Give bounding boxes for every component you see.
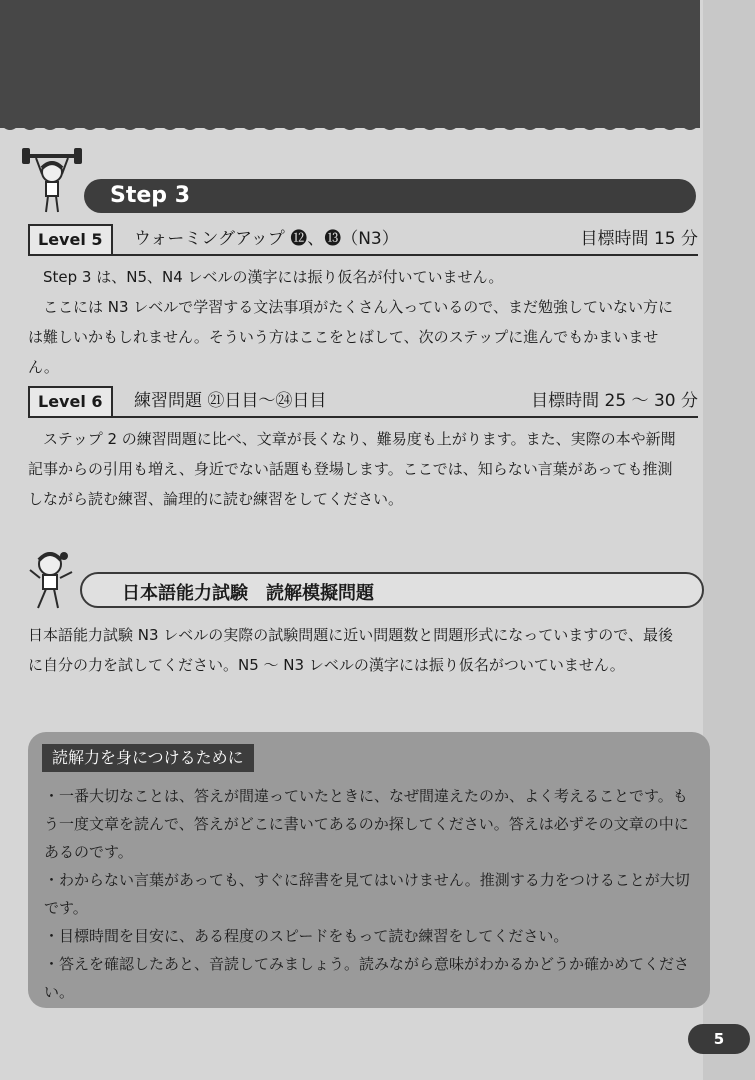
jlpt-banner	[80, 572, 704, 608]
tip-item: ・わからない言葉があっても、すぐに辞書を見てはいけません。推測する力をつけることが大切です。	[44, 871, 690, 917]
header-wave	[0, 118, 700, 140]
level6-para-1: ステップ 2 の練習問題に比べ、文章が長くなり、難易度も上がります。また、実際の本や新聞記事からの引用も増え、身近でない話題も登場します。ここでは、知らない言葉があっても推測しながら読む練習、論理的に読む練習をしてください。	[28, 430, 676, 508]
level6-body	[28, 424, 678, 514]
header-band	[0, 0, 700, 128]
tip-item: ・一番大切なことは、答えが間違っていたときに、なぜ間違えたのか、よく考えることです。もう一度文章を読んで、答えがどこに書いてあるのか探してください。答えは必ずその文章の中にあるのです。	[44, 787, 689, 861]
level5-header	[28, 224, 698, 254]
jlpt-body	[28, 620, 678, 680]
step-banner	[84, 179, 696, 213]
level6-title: 練習問題 ㉑日目～㉔日目	[134, 391, 327, 411]
jlpt-paragraph: 日本語能力試験 N3 レベルの実際の試験問題に近い問題数と問題形式になっていますので、最後に自分の力を試してください。N5 ～ N3 レベルの漢字には振り仮名がついていません。	[28, 626, 674, 674]
level6-label: Level 6	[28, 386, 113, 418]
tip-item: ・目標時間を目安に、ある程度のスピードをもって読む練習をしてください。	[44, 927, 569, 945]
tips-list	[44, 782, 694, 1006]
level6-target-time: 目標時間 25 ～ 30 分	[531, 391, 698, 411]
tip-item: ・答えを確認したあと、音読してみましょう。読みながら意味がわかるかどうか確かめてください。	[44, 955, 690, 1001]
jlpt-title: 日本語能力試験 読解模擬問題	[122, 583, 374, 604]
tips-title: 読解力を身につけるために	[42, 744, 254, 772]
girl-illustration	[26, 548, 78, 610]
level6-rule	[28, 416, 698, 418]
level5-body	[28, 262, 678, 382]
level5-rule	[28, 254, 698, 256]
level5-title: ウォーミングアップ ⓬、⓭（N3）	[134, 229, 399, 249]
level5-target-time: 目標時間 15 分	[580, 229, 698, 249]
level5-label: Level 5	[28, 224, 113, 256]
page-number: 5	[688, 1024, 750, 1054]
step-title: Step 3	[110, 183, 190, 208]
level5-para-1: Step 3 は、N5、N4 レベルの漢字には振り仮名が付いていません。	[43, 268, 504, 286]
weightlifter-illustration	[22, 148, 82, 214]
level5-para-2: ここには N3 レベルで学習する文法事項がたくさん入っているので、まだ勉強していない方には難しいかもしれません。そういう方はここをとばして、次のステップに進んでもかまいません。	[28, 298, 674, 376]
facing-page-edge	[703, 0, 755, 1080]
level6-header	[28, 386, 698, 416]
